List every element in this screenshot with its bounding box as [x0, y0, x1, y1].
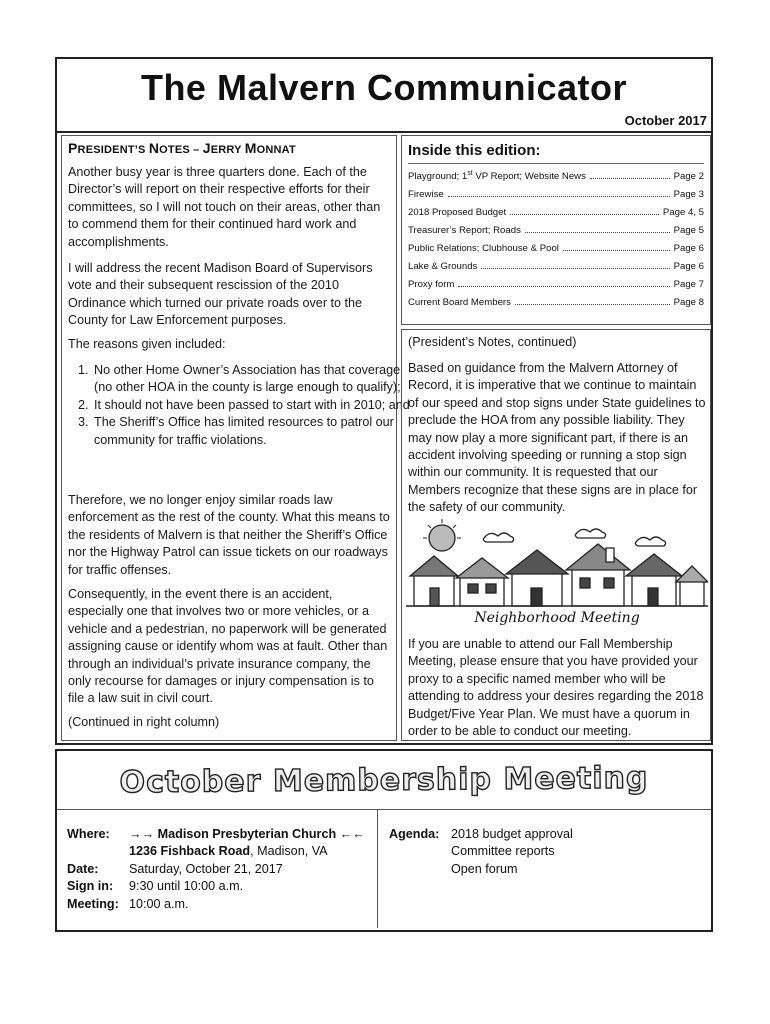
membership-meeting-box	[55, 749, 713, 932]
toc-row	[408, 242, 704, 256]
right-column	[401, 135, 711, 741]
date-label: Date:	[67, 862, 99, 876]
toc-topic: Current Board Members	[408, 297, 511, 308]
newsletter-page	[55, 57, 713, 745]
toc-topic: Playground; 1st VP Report; Website News	[408, 170, 586, 183]
toc-page-number: Page 5	[673, 225, 704, 236]
toc-heading: Inside this edition:	[408, 142, 541, 159]
agenda-row	[389, 826, 573, 878]
clipart-caption: Neighborhood Meeting	[474, 610, 640, 626]
meeting-time	[67, 896, 189, 913]
where-street: 1236 Fishback Road	[129, 844, 251, 859]
toc-page-number: Page 4, 5	[662, 207, 704, 218]
meeting-label: Meeting:	[67, 897, 119, 911]
presidents-notes-paragraph: Consequently, in the event there is an accident, especially one that involves two or more vehicles, or a vehicle and a pedestrian, no paperwork will be generated assigning cause or identify whom was at fault. Other than through an individual’s private insurance company, the only recourse for damages or injury compensation is to file a law suit in civil court.	[68, 587, 388, 706]
toc-topic: Lake & Grounds	[408, 261, 478, 272]
toc-leader-dots	[510, 206, 659, 215]
presidents-notes-paragraph: Therefore, we no longer enjoy similar roads law enforcement as the rest of the county. What this means to the residents of Malvern is that neither the Sheriff’s Office nor the Highway Patrol can issue tickets on our roadways for traffic offenses.	[68, 493, 390, 577]
presidents-notes-heading: PRESIDENT’S NOTES – JERRY MONNAT	[68, 140, 296, 156]
reasons-list	[68, 362, 414, 449]
toc-page-number: Page 6	[673, 243, 704, 254]
newsletter-title: The Malvern Communicator	[140, 67, 628, 108]
toc-leader-dots	[458, 278, 669, 287]
toc-page-number: Page 3	[673, 189, 704, 200]
neighborhood-meeting-clipart	[406, 516, 708, 626]
presidents-notes-paragraph: The reasons given included:	[68, 337, 226, 351]
toc-leader-dots	[590, 170, 670, 179]
toc-page-number: Page 6	[673, 261, 704, 272]
signin-label: Sign in:	[67, 879, 114, 893]
agenda-item: Open forum	[451, 861, 518, 876]
list-item: 1. No other Home Owner’s Association has that coverage (no other HOA in the county is large enough to qualify);	[92, 362, 414, 397]
toc-topic: 2018 Proposed Budget	[408, 207, 507, 218]
date-value: Saturday, October 21, 2017	[129, 862, 283, 876]
where-city: , Madison, VA	[250, 844, 328, 859]
toc-divider	[408, 163, 704, 164]
toc-row	[408, 260, 704, 274]
masthead	[57, 59, 711, 133]
toc-topic: Proxy form	[408, 279, 455, 290]
toc-row	[408, 206, 704, 220]
toc-row	[408, 296, 704, 310]
meeting-where	[67, 826, 365, 861]
agenda-label: Agenda:	[389, 827, 440, 841]
presidents-notes-column	[61, 135, 410, 741]
toc-leader-dots	[481, 260, 669, 269]
meeting-agenda	[377, 809, 711, 929]
toc-row	[408, 278, 704, 292]
meeting-details	[57, 809, 377, 929]
list-item: 2. It should not have been passed to start with in 2010; and	[92, 397, 414, 414]
where-venue: →→ Madison Presbyterian Church ←←	[129, 827, 365, 841]
meeting-signin	[67, 878, 243, 895]
list-item: 3. The Sheriff’s Office has limited resources to patrol our community for traffic violations.	[92, 414, 414, 449]
toc-topic: Firewise	[408, 189, 444, 200]
agenda-item: Committee reports	[451, 844, 555, 859]
presidents-notes-paragraph: I will address the recent Madison Board of Supervisors vote and their subsequent rescission of the 2010 Ordinance which turned our private roads over to the County for Law Enforcement purposes.	[68, 261, 373, 328]
signin-value: 9:30 until 10:00 a.m.	[129, 879, 244, 893]
continued-note: (Continued in right column)	[68, 715, 220, 729]
toc-row	[408, 170, 704, 184]
toc-page-number: Page 8	[673, 297, 704, 308]
issue-date: October 2017	[624, 113, 707, 128]
toc-leader-dots	[448, 188, 670, 197]
meeting-title: October Membership Meeting	[119, 760, 649, 801]
where-label: Where:	[67, 827, 110, 841]
continued-paragraph: If you are unable to attend our Fall Membership Meeting, please ensure that you have provided your proxy to a specific named member who will be attending to address your desires regarding the 2018 Budget/Five Year Plan. We must have a quorum in order to be able to conduct our meeting.	[408, 637, 704, 739]
toc-leader-dots	[563, 242, 670, 251]
toc-leader-dots	[515, 296, 670, 305]
presidents-notes-paragraph: Another busy year is three quarters done. Each of the Director’s will report on their respective efforts for their committees, so I will not touch on their areas, other than to commend them for their continued hard work and accomplishments.	[68, 165, 381, 249]
meeting-value: 10:00 a.m.	[129, 897, 189, 911]
toc-leader-dots	[525, 224, 670, 233]
meeting-date	[67, 861, 283, 878]
presidents-notes-continued	[401, 329, 711, 741]
toc-page-number: Page 7	[673, 279, 704, 290]
continued-paragraph: Based on guidance from the Malvern Attorney of Record, it is imperative that we continue to maintain of our speed and stop signs under State guidelines to preclude the HOA from any possible liability. They may now play a more significant part, if there is an accident involving speeding or running a stop sign within our community. It is requested that our Members recognize that these signs are in place for the safety of our community.	[408, 361, 706, 515]
toc-row	[408, 188, 704, 202]
agenda-item: 2018 budget approval	[451, 827, 573, 841]
toc-page-number: Page 2	[673, 171, 704, 183]
toc-row	[408, 224, 704, 238]
table-of-contents	[401, 135, 711, 325]
houses-illustration	[406, 516, 708, 626]
toc-topic: Treasurer’s Report; Roads	[408, 225, 521, 236]
toc-topic: Public Relations; Clubhouse & Pool	[408, 243, 559, 254]
continued-heading: (President’s Notes, continued)	[408, 335, 577, 349]
